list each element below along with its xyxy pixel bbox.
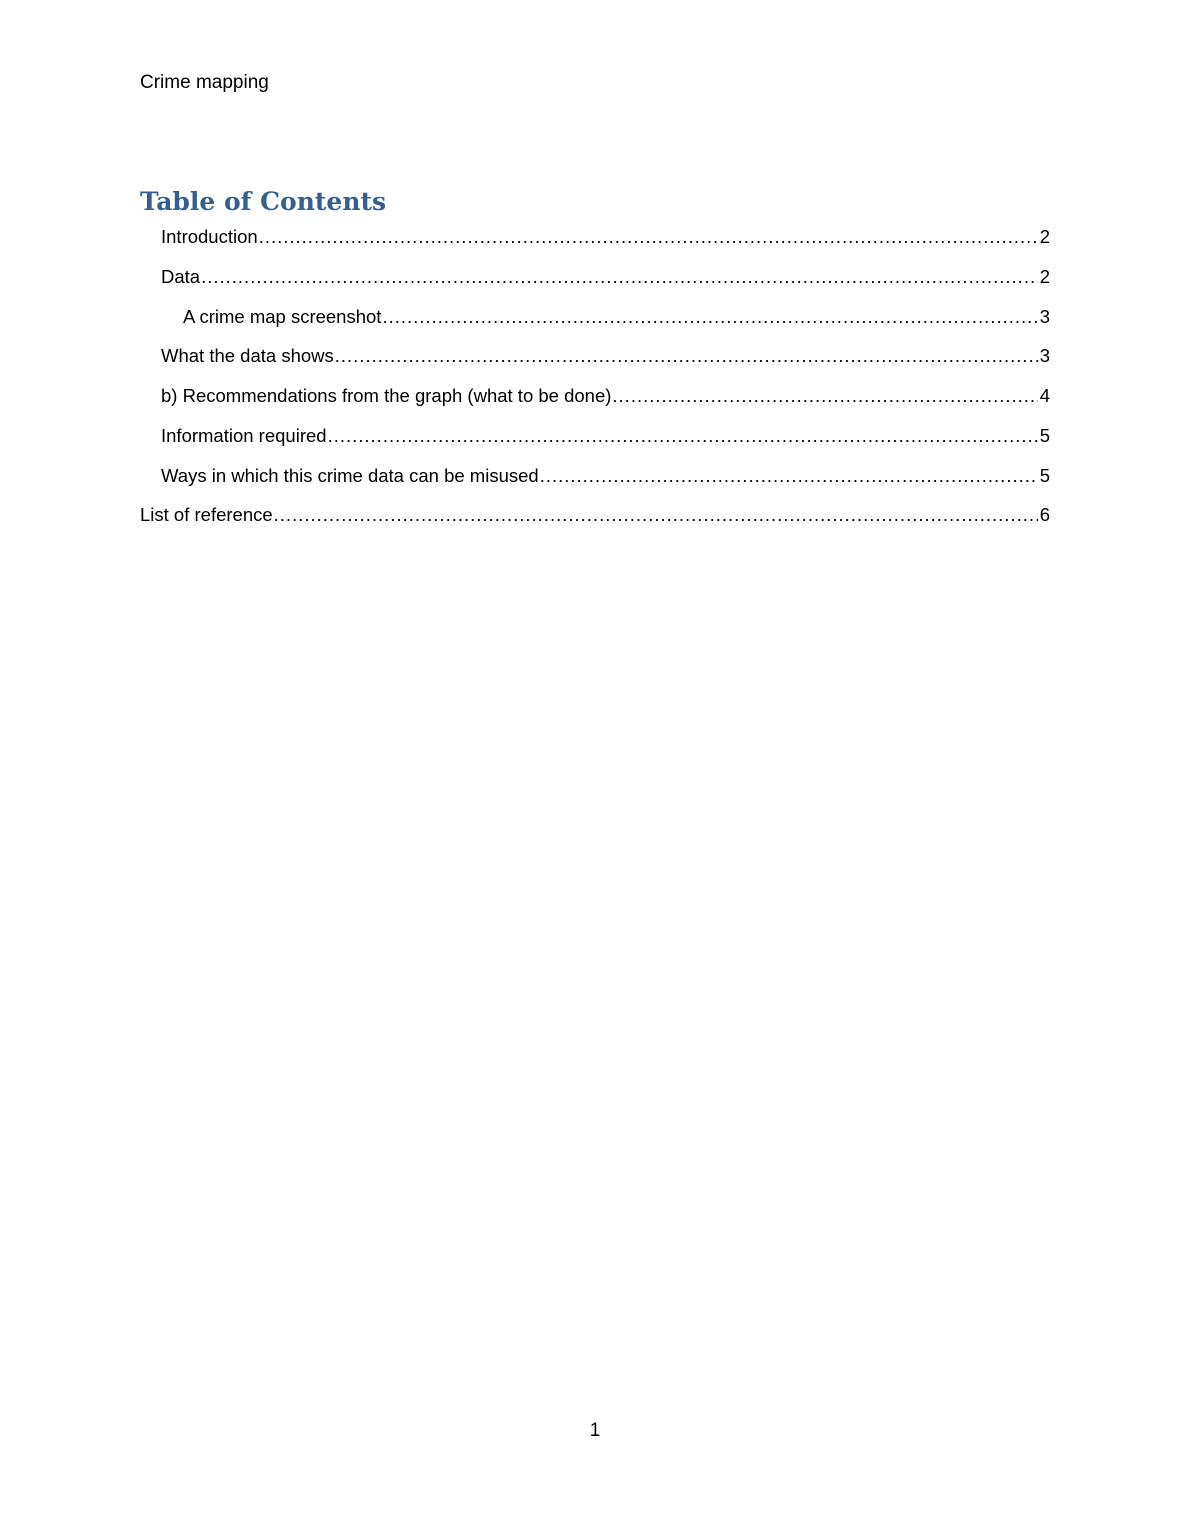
toc-entry-recommendations[interactable] bbox=[140, 385, 1050, 425]
toc-entry-crime-map-screenshot[interactable] bbox=[140, 306, 1050, 346]
page-number: 1 bbox=[589, 1420, 601, 1441]
toc-dot-leader bbox=[540, 465, 1038, 487]
toc-entry-information-required[interactable] bbox=[140, 425, 1050, 465]
toc-dot-leader bbox=[335, 345, 1038, 367]
toc-heading: Table of Contents bbox=[140, 187, 387, 216]
toc-dot-leader bbox=[259, 226, 1038, 248]
toc-entry-label: Introduction bbox=[161, 226, 258, 247]
toc-dot-leader bbox=[328, 425, 1038, 447]
running-header: Crime mapping bbox=[140, 72, 269, 93]
toc-entry-page: 4 bbox=[1039, 385, 1050, 406]
toc-entry-label: b) Recommendations from the graph (what to be done) bbox=[161, 385, 612, 406]
toc-entry-label: Data bbox=[161, 265, 201, 287]
toc-entry-what-the-data-shows[interactable] bbox=[140, 345, 1050, 385]
toc-entry-label: Information required bbox=[161, 424, 327, 446]
toc-entry-data[interactable] bbox=[140, 266, 1050, 306]
toc-entry-label: List of reference bbox=[140, 504, 273, 526]
toc-entry-page: 5 bbox=[1039, 464, 1050, 486]
toc-dot-leader bbox=[274, 504, 1038, 526]
toc-entry-label: A crime map screenshot bbox=[183, 305, 382, 327]
toc-entry-introduction[interactable] bbox=[140, 226, 1050, 266]
toc-entry-list-of-reference[interactable] bbox=[140, 504, 1050, 544]
toc-dot-leader bbox=[201, 266, 1038, 288]
toc-entry-page: 6 bbox=[1039, 504, 1050, 526]
toc-entry-label: What the data shows bbox=[161, 345, 334, 367]
toc-dot-leader bbox=[612, 385, 1037, 407]
toc-list bbox=[140, 226, 1050, 544]
toc-entry-page: 2 bbox=[1039, 265, 1050, 287]
toc-dot-leader bbox=[382, 306, 1037, 328]
toc-entry-page: 3 bbox=[1039, 305, 1050, 327]
toc-entry-label: Ways in which this crime data can be misused bbox=[161, 464, 539, 486]
toc-entry-page: 3 bbox=[1039, 345, 1050, 367]
toc-entry-ways-misused[interactable] bbox=[140, 465, 1050, 505]
toc-entry-page: 5 bbox=[1039, 424, 1050, 446]
toc-entry-page: 2 bbox=[1039, 226, 1050, 247]
